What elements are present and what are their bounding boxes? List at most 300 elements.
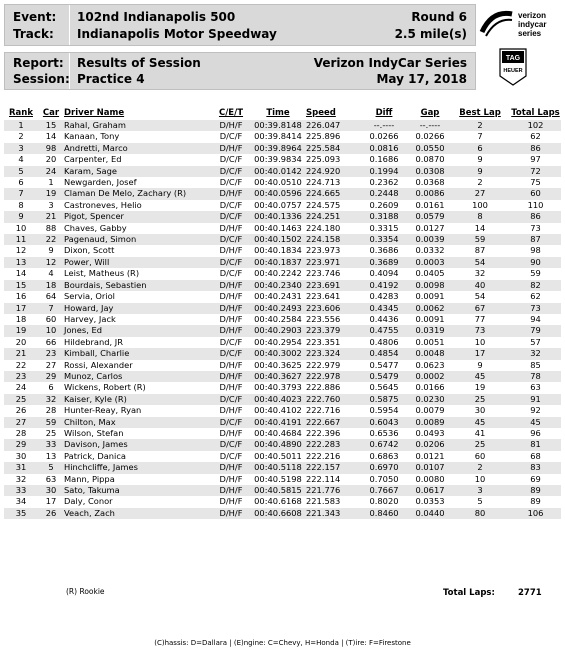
total-laps-cell: 82 bbox=[510, 280, 561, 291]
car-cell: 1 bbox=[48, 177, 54, 188]
car-cell: 60 bbox=[45, 313, 57, 324]
total-laps-cell: 87 bbox=[510, 234, 561, 245]
car-cell: 15 bbox=[38, 120, 64, 131]
time-cell: 00:40.5198 bbox=[254, 473, 302, 484]
diff-cell: 0.2362 bbox=[369, 177, 399, 188]
diff-cell: 0.6863 bbox=[369, 450, 399, 461]
car-cell: 26 bbox=[38, 508, 64, 519]
rank-cell: 19 bbox=[4, 325, 38, 336]
speed-cell: 224.158 bbox=[306, 234, 358, 245]
cet-cell: D/C/F bbox=[212, 257, 250, 268]
diff-cell: 0.6970 bbox=[358, 462, 410, 473]
table-row bbox=[4, 348, 561, 359]
driver-cell: Rossi, Alexander bbox=[64, 359, 133, 370]
driver-cell: Kimball, Charlie bbox=[64, 348, 212, 359]
cet-cell: D/H/F bbox=[219, 245, 243, 256]
total-laps-cell: 60 bbox=[510, 188, 561, 199]
driver-cell: Kanaan, Tony bbox=[64, 131, 120, 142]
rank-cell: 25 bbox=[4, 394, 38, 405]
cet-cell: D/H/F bbox=[212, 143, 250, 154]
car-cell: 13 bbox=[45, 450, 57, 461]
series-name: Verizon IndyCar Series bbox=[313, 56, 467, 70]
table-row bbox=[4, 314, 561, 325]
table-row bbox=[4, 303, 561, 314]
driver-cell: Jones, Ed bbox=[64, 325, 212, 336]
rank-cell: 2 bbox=[18, 131, 24, 142]
time-cell: 00:40.5118 bbox=[250, 462, 306, 473]
cet-cell: D/H/F bbox=[212, 371, 250, 382]
diff-cell: 0.1994 bbox=[358, 166, 410, 177]
rank-cell: 26 bbox=[15, 405, 27, 416]
rank-cell: 10 bbox=[15, 222, 27, 233]
diff-cell: 0.8020 bbox=[369, 496, 399, 507]
car-cell: 88 bbox=[45, 222, 57, 233]
total-laps-cell: 62 bbox=[530, 131, 541, 142]
total-laps-cell: 75 bbox=[530, 177, 541, 188]
table-row bbox=[4, 474, 561, 485]
diff-cell: 0.2609 bbox=[369, 199, 399, 210]
total-laps-cell: 57 bbox=[530, 336, 541, 347]
cet-cell: D/H/F bbox=[219, 359, 243, 370]
total-laps-cell: 32 bbox=[510, 348, 561, 359]
total-laps-cell: 96 bbox=[530, 427, 541, 438]
table-row bbox=[4, 154, 561, 165]
cet-cell: D/C/F bbox=[219, 199, 243, 210]
gap-cell: 0.0089 bbox=[410, 417, 450, 428]
time-cell: 00:40.2242 bbox=[254, 268, 302, 279]
total-laps-cell: 63 bbox=[530, 382, 541, 393]
total-laps-cell: 83 bbox=[510, 462, 561, 473]
driver-cell: Andretti, Marco bbox=[64, 143, 212, 154]
total-laps-label: Total Laps: bbox=[443, 588, 495, 598]
time-cell: 00:40.0510 bbox=[254, 177, 302, 188]
cet-cell: D/H/F bbox=[212, 325, 250, 336]
total-laps-cell: 81 bbox=[510, 439, 561, 450]
driver-cell: Leist, Matheus (R) bbox=[64, 268, 140, 279]
cet-cell: D/C/F bbox=[212, 166, 250, 177]
speed-cell: 222.216 bbox=[306, 450, 341, 461]
car-cell: 59 bbox=[38, 417, 64, 428]
table-row bbox=[4, 166, 561, 177]
col-header-total-laps: Total Laps bbox=[511, 108, 560, 118]
diff-cell: 0.4283 bbox=[369, 291, 399, 302]
car-cell: 3 bbox=[48, 199, 54, 210]
total-laps-cell: 98 bbox=[530, 245, 541, 256]
speed-cell: 224.920 bbox=[306, 166, 358, 177]
diff-cell: 0.0816 bbox=[358, 143, 410, 154]
table-row bbox=[4, 280, 561, 291]
rank-cell: 32 bbox=[15, 473, 27, 484]
time-cell: 00:40.4191 bbox=[250, 417, 306, 428]
best-lap-cell: 8 bbox=[450, 211, 510, 222]
speed-cell: 222.716 bbox=[306, 405, 341, 416]
driver-cell: Munoz, Carlos bbox=[64, 371, 212, 382]
gap-cell: 0.0332 bbox=[415, 245, 445, 256]
gap-cell: 0.0308 bbox=[410, 166, 450, 177]
diff-cell: 0.0266 bbox=[369, 131, 399, 142]
diff-cell: --.---- bbox=[358, 120, 410, 131]
gap-cell: 0.0091 bbox=[415, 291, 445, 302]
gap-cell: 0.0368 bbox=[415, 177, 445, 188]
cet-cell: D/C/F bbox=[219, 131, 243, 142]
time-cell: 00:40.0757 bbox=[254, 199, 302, 210]
time-cell: 00:40.4684 bbox=[254, 427, 302, 438]
car-cell: 7 bbox=[38, 303, 64, 314]
total-laps-cell: 92 bbox=[530, 405, 541, 416]
table-row bbox=[4, 405, 561, 416]
cet-cell: D/H/F bbox=[219, 382, 243, 393]
gap-cell: --.---- bbox=[410, 120, 450, 131]
cet-cell: D/C/F bbox=[219, 336, 243, 347]
total-laps-cell: 79 bbox=[510, 325, 561, 336]
col-header-cet: C/E/T bbox=[218, 108, 244, 118]
col-header-diff: Diff bbox=[375, 108, 393, 118]
rank-cell: 9 bbox=[4, 211, 38, 222]
car-cell: 5 bbox=[38, 462, 64, 473]
rank-cell: 15 bbox=[4, 280, 38, 291]
car-cell: 32 bbox=[38, 394, 64, 405]
time-cell: 00:40.3625 bbox=[254, 359, 302, 370]
table-row bbox=[4, 211, 561, 222]
total-laps-cell: 86 bbox=[510, 211, 561, 222]
speed-cell: 223.556 bbox=[306, 313, 341, 324]
cet-cell: D/H/F bbox=[219, 313, 243, 324]
table-row bbox=[4, 188, 561, 199]
speed-cell: 226.047 bbox=[306, 120, 358, 131]
speed-cell: 225.584 bbox=[306, 143, 358, 154]
results-body bbox=[4, 120, 561, 519]
gap-cell: 0.0127 bbox=[415, 222, 445, 233]
rank-cell: 23 bbox=[4, 371, 38, 382]
car-cell: 9 bbox=[48, 245, 54, 256]
cet-cell: D/H/F bbox=[219, 405, 243, 416]
best-lap-cell: 27 bbox=[450, 188, 510, 199]
best-lap-cell: 14 bbox=[474, 222, 486, 233]
driver-cell: Dixon, Scott bbox=[64, 245, 115, 256]
time-cell: 00:40.2431 bbox=[254, 291, 302, 302]
gap-cell: 0.0405 bbox=[415, 268, 445, 279]
tag-heuer-logo bbox=[499, 48, 527, 86]
time-cell: 00:40.5815 bbox=[250, 485, 306, 496]
table-row bbox=[4, 360, 561, 371]
gap-cell: 0.0266 bbox=[415, 131, 445, 142]
table-row bbox=[4, 394, 561, 405]
time-cell: 00:40.4023 bbox=[250, 394, 306, 405]
best-lap-cell: 45 bbox=[450, 417, 510, 428]
time-cell: 00:39.8414 bbox=[254, 131, 302, 142]
best-lap-cell: 9 bbox=[450, 166, 510, 177]
car-cell: 6 bbox=[48, 382, 54, 393]
speed-cell: 224.713 bbox=[306, 177, 341, 188]
track-length: 2.5 mile(s) bbox=[394, 27, 467, 41]
cet-cell: D/H/F bbox=[212, 303, 250, 314]
gap-cell: 0.0353 bbox=[415, 496, 445, 507]
best-lap-cell: 25 bbox=[450, 394, 510, 405]
best-lap-cell: 2 bbox=[450, 120, 510, 131]
driver-cell: Chaves, Gabby bbox=[64, 222, 127, 233]
diff-cell: 0.4345 bbox=[358, 303, 410, 314]
speed-cell: 222.396 bbox=[306, 427, 341, 438]
rookie-note: (R) Rookie bbox=[66, 587, 105, 596]
driver-cell: Hunter-Reay, Ryan bbox=[64, 405, 142, 416]
gap-cell: 0.0098 bbox=[410, 280, 450, 291]
cet-cell: D/H/F bbox=[219, 473, 243, 484]
car-cell: 29 bbox=[38, 371, 64, 382]
driver-cell: Sato, Takuma bbox=[64, 485, 212, 496]
driver-cell: Kaiser, Kyle (R) bbox=[64, 394, 212, 405]
speed-cell: 225.896 bbox=[306, 131, 341, 142]
speed-cell: 222.978 bbox=[306, 371, 358, 382]
logo-line-2: indycar bbox=[518, 20, 547, 29]
gap-cell: 0.0121 bbox=[415, 450, 445, 461]
best-lap-cell: 10 bbox=[474, 336, 486, 347]
time-cell: 00:40.2493 bbox=[250, 303, 306, 314]
time-cell: 00:40.6168 bbox=[254, 496, 302, 507]
total-laps-cell: 102 bbox=[510, 120, 561, 131]
rank-cell: 8 bbox=[18, 199, 24, 210]
diff-cell: 0.4806 bbox=[369, 336, 399, 347]
best-lap-cell: 5 bbox=[477, 496, 483, 507]
rank-cell: 14 bbox=[15, 268, 27, 279]
time-cell: 00:40.1336 bbox=[250, 211, 306, 222]
cet-cell: D/C/F bbox=[219, 268, 243, 279]
table-row bbox=[4, 485, 561, 496]
col-header-best-lap: Best Lap bbox=[459, 108, 501, 118]
cet-cell: D/H/F bbox=[219, 427, 243, 438]
total-laps-cell: 62 bbox=[530, 291, 541, 302]
rank-cell: 6 bbox=[18, 177, 24, 188]
col-header-speed: Speed bbox=[306, 108, 336, 118]
table-row bbox=[4, 325, 561, 336]
cet-cell: D/H/F bbox=[212, 508, 250, 519]
speed-cell: 223.746 bbox=[306, 268, 341, 279]
cet-cell: D/C/F bbox=[212, 439, 250, 450]
diff-cell: 0.6043 bbox=[358, 417, 410, 428]
driver-cell: Pigot, Spencer bbox=[64, 211, 212, 222]
driver-cell: Bourdais, Sebastien bbox=[64, 280, 212, 291]
time-cell: 00:39.9834 bbox=[254, 154, 302, 165]
best-lap-cell: 80 bbox=[450, 508, 510, 519]
cet-cell: D/H/F bbox=[212, 462, 250, 473]
time-cell: 00:40.4890 bbox=[250, 439, 306, 450]
diff-cell: 0.5645 bbox=[369, 382, 399, 393]
driver-cell: Wilson, Stefan bbox=[64, 427, 124, 438]
car-cell: 33 bbox=[38, 439, 64, 450]
car-cell: 14 bbox=[45, 131, 57, 142]
best-lap-cell: 30 bbox=[474, 405, 486, 416]
car-cell: 20 bbox=[45, 154, 57, 165]
cet-cell: D/C/F bbox=[219, 154, 243, 165]
speed-cell: 223.641 bbox=[306, 291, 341, 302]
car-cell: 10 bbox=[38, 325, 64, 336]
header-event-track bbox=[4, 4, 476, 46]
diff-cell: 0.1686 bbox=[369, 154, 399, 165]
gap-cell: 0.0002 bbox=[410, 371, 450, 382]
table-row bbox=[4, 428, 561, 439]
table-row bbox=[4, 131, 561, 142]
total-laps-cell: 78 bbox=[510, 371, 561, 382]
speed-cell: 221.776 bbox=[306, 485, 358, 496]
track-value: Indianapolis Motor Speedway bbox=[77, 27, 277, 41]
best-lap-cell: 77 bbox=[474, 313, 486, 324]
time-cell: 00:40.2340 bbox=[250, 280, 306, 291]
car-cell: 17 bbox=[45, 496, 57, 507]
indycar-series-logo bbox=[478, 6, 558, 44]
legend-footer: (C)hassis: D=Dallara | (E)ngine: C=Chevy, H=Honda | (T)ire: F=Firestone bbox=[154, 639, 411, 647]
diff-cell: 0.3354 bbox=[358, 234, 410, 245]
track-label: Track: bbox=[13, 27, 54, 41]
session-label: Session: bbox=[13, 72, 70, 86]
car-cell: 21 bbox=[38, 211, 64, 222]
car-cell: 98 bbox=[38, 143, 64, 154]
driver-cell: Servia, Oriol bbox=[64, 291, 115, 302]
gap-cell: 0.0579 bbox=[410, 211, 450, 222]
speed-cell: 223.379 bbox=[306, 325, 358, 336]
gap-cell: 0.0091 bbox=[415, 313, 445, 324]
cet-cell: D/H/F bbox=[212, 120, 250, 131]
speed-cell: 224.251 bbox=[306, 211, 358, 222]
diff-cell: 0.3188 bbox=[358, 211, 410, 222]
total-laps-cell: 89 bbox=[510, 485, 561, 496]
gap-cell: 0.0086 bbox=[410, 188, 450, 199]
speed-cell: 223.971 bbox=[306, 257, 358, 268]
best-lap-cell: 25 bbox=[450, 439, 510, 450]
cet-cell: D/H/F bbox=[219, 222, 243, 233]
time-cell: 00:40.3627 bbox=[250, 371, 306, 382]
driver-cell: Veach, Zach bbox=[64, 508, 212, 519]
diff-cell: 0.6536 bbox=[369, 427, 399, 438]
table-row bbox=[4, 200, 561, 211]
best-lap-cell: 32 bbox=[474, 268, 486, 279]
gap-cell: 0.0617 bbox=[410, 485, 450, 496]
rank-cell: 27 bbox=[4, 417, 38, 428]
speed-cell: 224.665 bbox=[306, 188, 358, 199]
best-lap-cell: 9 bbox=[477, 359, 483, 370]
col-header-time: Time bbox=[266, 108, 290, 118]
rank-cell: 33 bbox=[4, 485, 38, 496]
session-date: May 17, 2018 bbox=[376, 72, 467, 86]
gap-cell: 0.0048 bbox=[410, 348, 450, 359]
best-lap-cell: 9 bbox=[477, 154, 483, 165]
cet-cell: D/C/F bbox=[212, 234, 250, 245]
best-lap-cell: 54 bbox=[450, 257, 510, 268]
speed-cell: 222.886 bbox=[306, 382, 341, 393]
best-lap-cell: 7 bbox=[477, 131, 483, 142]
rank-cell: 4 bbox=[18, 154, 24, 165]
total-laps-cell: 97 bbox=[530, 154, 541, 165]
table-row bbox=[4, 337, 561, 348]
gap-cell: 0.0051 bbox=[415, 336, 445, 347]
logo-line-3: series bbox=[518, 29, 542, 38]
rank-cell: 5 bbox=[4, 166, 38, 177]
best-lap-cell: 59 bbox=[450, 234, 510, 245]
diff-cell: 0.7050 bbox=[369, 473, 399, 484]
table-row bbox=[4, 417, 561, 428]
table-row bbox=[4, 508, 561, 519]
header-report-session bbox=[4, 52, 476, 90]
total-laps-cell: 69 bbox=[530, 473, 541, 484]
gap-cell: 0.0079 bbox=[415, 405, 445, 416]
rank-cell: 31 bbox=[4, 462, 38, 473]
table-row bbox=[4, 439, 561, 450]
cet-cell: D/C/F bbox=[212, 394, 250, 405]
rank-cell: 7 bbox=[4, 188, 38, 199]
best-lap-cell: 73 bbox=[450, 325, 510, 336]
table-row bbox=[4, 496, 561, 507]
driver-cell: Hinchcliffe, James bbox=[64, 462, 212, 473]
total-laps-cell: 72 bbox=[510, 166, 561, 177]
driver-cell: Claman De Melo, Zachary (R) bbox=[64, 188, 212, 199]
rank-cell: 1 bbox=[4, 120, 38, 131]
speed-cell: 221.583 bbox=[306, 496, 341, 507]
speed-cell: 222.157 bbox=[306, 462, 358, 473]
car-cell: 19 bbox=[38, 188, 64, 199]
total-laps-cell: 91 bbox=[510, 394, 561, 405]
diff-cell: 0.5954 bbox=[369, 405, 399, 416]
time-cell: 00:40.2584 bbox=[254, 313, 302, 324]
best-lap-cell: 3 bbox=[450, 485, 510, 496]
car-cell: 30 bbox=[38, 485, 64, 496]
rank-cell: 28 bbox=[15, 427, 27, 438]
time-cell: 00:40.2903 bbox=[250, 325, 306, 336]
cet-cell: D/C/F bbox=[219, 450, 243, 461]
best-lap-cell: 19 bbox=[474, 382, 486, 393]
diff-cell: 0.5477 bbox=[369, 359, 399, 370]
rank-cell: 16 bbox=[15, 291, 27, 302]
cet-cell: D/H/F bbox=[212, 280, 250, 291]
table-row bbox=[4, 120, 561, 131]
tag-text: TAG bbox=[505, 55, 521, 62]
total-laps-cell: 89 bbox=[530, 496, 541, 507]
driver-cell: Power, Will bbox=[64, 257, 212, 268]
car-cell: 66 bbox=[45, 336, 57, 347]
speed-cell: 223.973 bbox=[306, 245, 341, 256]
diff-cell: 0.8460 bbox=[358, 508, 410, 519]
cet-cell: D/C/F bbox=[212, 211, 250, 222]
driver-cell: Castroneves, Helio bbox=[64, 199, 142, 210]
gap-cell: 0.0440 bbox=[410, 508, 450, 519]
gap-cell: 0.0623 bbox=[415, 359, 445, 370]
driver-cell: Harvey, Jack bbox=[64, 313, 116, 324]
total-laps-cell: 45 bbox=[510, 417, 561, 428]
diff-cell: 0.7667 bbox=[358, 485, 410, 496]
gap-cell: 0.0166 bbox=[415, 382, 445, 393]
col-header-rank: Rank bbox=[9, 108, 33, 118]
time-cell: 00:40.3793 bbox=[254, 382, 302, 393]
logo-line-1: verizon bbox=[518, 11, 547, 20]
rank-cell: 30 bbox=[15, 450, 27, 461]
gap-cell: 0.0493 bbox=[415, 427, 445, 438]
total-laps-cell: 59 bbox=[530, 268, 541, 279]
gap-cell: 0.0161 bbox=[415, 199, 445, 210]
diff-cell: 0.3689 bbox=[358, 257, 410, 268]
time-cell: 00:40.1837 bbox=[250, 257, 306, 268]
rank-cell: 17 bbox=[4, 303, 38, 314]
driver-cell: Patrick, Danica bbox=[64, 450, 127, 461]
diff-cell: 0.4854 bbox=[358, 348, 410, 359]
time-cell: 00:40.5011 bbox=[254, 450, 302, 461]
driver-cell: Chilton, Max bbox=[64, 417, 212, 428]
cet-cell: D/C/F bbox=[219, 177, 243, 188]
best-lap-cell: 41 bbox=[474, 427, 486, 438]
car-cell: 27 bbox=[45, 359, 57, 370]
speed-cell: 222.667 bbox=[306, 417, 358, 428]
best-lap-cell: 2 bbox=[477, 177, 483, 188]
best-lap-cell: 60 bbox=[474, 450, 486, 461]
driver-cell: Newgarden, Josef bbox=[64, 177, 137, 188]
time-cell: 00:40.6608 bbox=[250, 508, 306, 519]
car-cell: 22 bbox=[38, 234, 64, 245]
